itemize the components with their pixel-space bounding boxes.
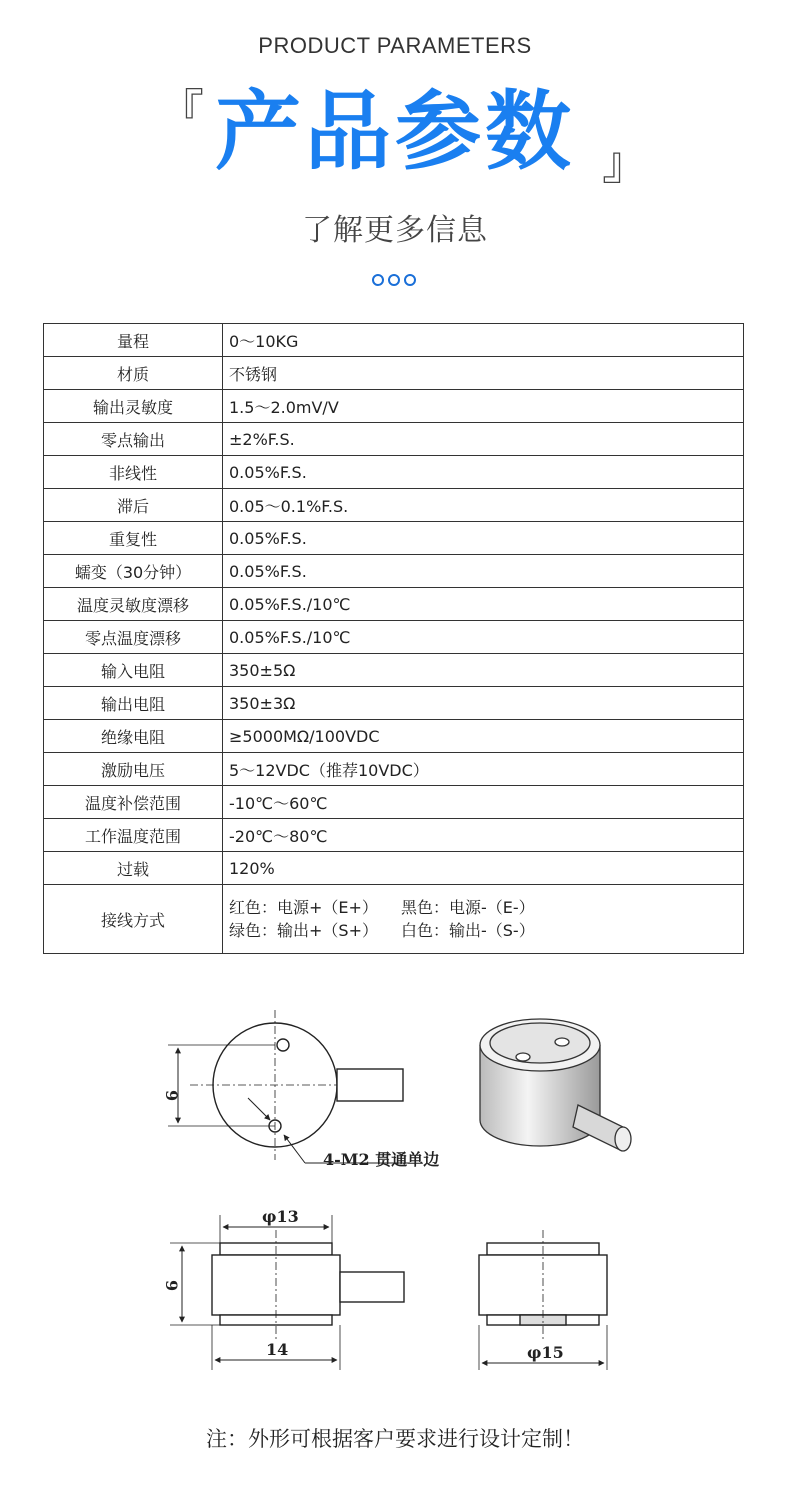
- param-value: 0.05%F.S.: [223, 522, 744, 555]
- wire-white: 白色：输出-（S-）: [401, 921, 535, 940]
- param-value: -20℃～80℃: [223, 819, 744, 852]
- dot-icon: [404, 274, 416, 286]
- dot-icon: [372, 274, 384, 286]
- dot-icon: [388, 274, 400, 286]
- parameters-table: [43, 323, 744, 954]
- table-row: [44, 654, 744, 687]
- param-value: 0.05%F.S./10℃: [223, 588, 744, 621]
- param-key: 激励电压: [44, 753, 223, 786]
- isometric-view: [480, 1019, 631, 1151]
- parameters-table-body: [44, 324, 744, 954]
- decorative-dots: [372, 274, 416, 286]
- table-row: [44, 687, 744, 720]
- param-value: 350±5Ω: [223, 654, 744, 687]
- param-value: 120%: [223, 852, 744, 885]
- param-key: 重复性: [44, 522, 223, 555]
- wire-black: 黑色：电源-（E-）: [401, 898, 535, 917]
- param-value: ≥5000MΩ/100VDC: [223, 720, 744, 753]
- header-subtitle: 了解更多信息: [302, 213, 488, 248]
- param-value: 5～12VDC（推荐10VDC）: [223, 753, 744, 786]
- param-value: 0～10KG: [223, 324, 744, 357]
- param-key: 接线方式: [44, 885, 223, 954]
- param-key: 输出灵敏度: [44, 390, 223, 423]
- table-row: [44, 522, 744, 555]
- param-value: -10℃～60℃: [223, 786, 744, 819]
- param-key: 输入电阻: [44, 654, 223, 687]
- table-row: [44, 357, 744, 390]
- param-key: 滞后: [44, 489, 223, 522]
- dim-diameter-bottom-label: φ15: [527, 1343, 564, 1362]
- customization-note: 注：外形可根据客户要求进行设计定制！: [206, 1427, 584, 1451]
- hole-note-label: 4-M2 贯通单边: [323, 1150, 440, 1169]
- table-row: [44, 489, 744, 522]
- header-subtitle-en: PRODUCT PARAMETERS: [258, 33, 532, 58]
- table-row: [44, 720, 744, 753]
- table-row: [44, 423, 744, 456]
- param-key: 零点输出: [44, 423, 223, 456]
- page-title: 产品参数: [215, 82, 575, 182]
- param-value-wiring: [223, 885, 744, 954]
- param-key: 温度灵敏度漂移: [44, 588, 223, 621]
- param-value: 1.5～2.0mV/V: [223, 390, 744, 423]
- table-row: [44, 621, 744, 654]
- param-value: ±2%F.S.: [223, 423, 744, 456]
- param-key: 蠕变（30分钟）: [44, 555, 223, 588]
- param-key: 绝缘电阻: [44, 720, 223, 753]
- table-row-wiring: [44, 885, 744, 954]
- param-key: 过载: [44, 852, 223, 885]
- table-row: [44, 588, 744, 621]
- table-row: [44, 852, 744, 885]
- top-view: [168, 1010, 410, 1163]
- wire-green: 绿色：输出+（S+）: [229, 921, 378, 940]
- param-key: 工作温度范围: [44, 819, 223, 852]
- dim-top-height-label: 9: [162, 1090, 181, 1102]
- param-value: 不锈钢: [223, 357, 744, 390]
- table-row: [44, 324, 744, 357]
- param-value: 0.05%F.S.: [223, 456, 744, 489]
- table-row: [44, 390, 744, 423]
- table-row: [44, 819, 744, 852]
- dim-side-height-label: 9: [162, 1280, 181, 1292]
- param-key: 零点温度漂移: [44, 621, 223, 654]
- dimension-drawing: [130, 995, 660, 1390]
- param-key: 温度补偿范围: [44, 786, 223, 819]
- table-row: [44, 786, 744, 819]
- table-row: [44, 456, 744, 489]
- param-key: 材质: [44, 357, 223, 390]
- param-value: 0.05～0.1%F.S.: [223, 489, 744, 522]
- param-value: 0.05%F.S./10℃: [223, 621, 744, 654]
- param-key: 非线性: [44, 456, 223, 489]
- dim-diameter-top-label: φ13: [262, 1207, 299, 1226]
- table-row: [44, 555, 744, 588]
- bracket-right: 』: [602, 136, 648, 190]
- param-value: 350±3Ω: [223, 687, 744, 720]
- bracket-left: 『: [158, 84, 204, 138]
- wire-red: 红色：电源+（E+）: [229, 898, 378, 917]
- table-row: [44, 753, 744, 786]
- param-key: 量程: [44, 324, 223, 357]
- param-value: 0.05%F.S.: [223, 555, 744, 588]
- param-key: 输出电阻: [44, 687, 223, 720]
- dim-width-label: 14: [266, 1340, 289, 1359]
